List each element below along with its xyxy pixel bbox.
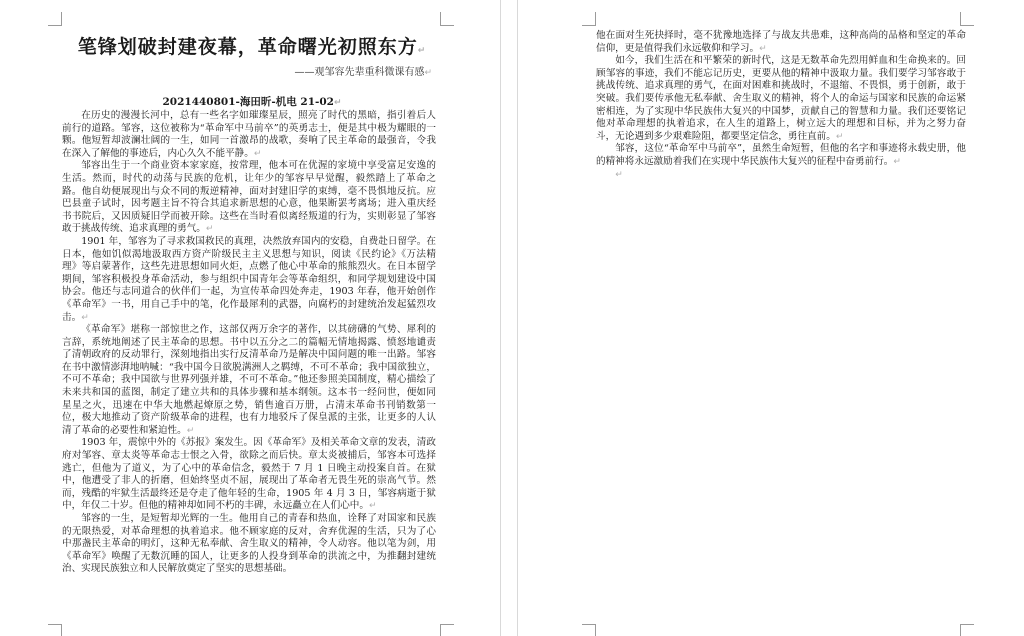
body-paragraph[interactable] <box>62 110 436 160</box>
body-text-right[interactable] <box>596 30 966 181</box>
paragraph-mark: ↵ <box>253 148 262 159</box>
document-subtitle[interactable] <box>294 63 432 78</box>
paragraph-text: 《革命军》堪称一部惊世之作，这部仅两万余字的著作，以其磅礴的气势、犀利的言辞，系统地阐述了民主革命的思想。书中以五分之二的篇幅无情地揭露、愤怒地谴责了清朝政府的反动罪行，深刻地指出实行反清革命乃是解决中国问题的唯一出路。邹容在书中激情澎湃地呐喊：“我中国今日欲脱满洲人之羁缚，不可不革命；我中国欲独立，不可不革命；我中国欲与世界列强并雄，不可不革命。”他还参照美国制度，精心描绘了未来共和国的蓝图，制定了建立共和的具体步骤和基本纲领。这本书一经问世，便如同星星之火，迅速在中华大地燃起燎原之势，销售逾百万册，占清末革命书刊销数第一位，极大地推动了资产阶级革命的进程，也有力地驳斥了保皇派的主张，让更多的人认清了革命的必要性和紧迫性。 <box>62 324 436 436</box>
paragraph-mark: ↵ <box>424 68 432 78</box>
paragraph-mark: ↵ <box>186 425 195 436</box>
document-title[interactable] <box>62 32 442 59</box>
paragraph-text: 1901 年，邹容为了寻求救国救民的真理，决然放弃国内的安稳，自费赴日留学。在日本，他如饥似渴地汲取西方资产阶级民主主义思想与知识，阅读《民约论》《万法精理》等启蒙著作，这些先进思想如同火炬，点燃了他心中革命的熊熊烈火。在日本留学期间，邹容积极投身革命活动，参与组织中国青年会等革命组织，和同学规划建设中国协会。他还与志同道合的伙伴们一起，为宣传革命四处奔走，1903 年春，他开始创作《革命军》一书，用自己手中的笔，化作最犀利的武器，向腐朽的封建统治发起猛烈攻击。 <box>62 235 436 323</box>
paragraph-text: 邹容，这位“革命军中马前卒”，虽然生命短暂，但他的名字和事迹将永载史册，他的精神将永远激励着我们在实现中华民族伟大复兴的征程中奋勇前行。 <box>596 143 966 167</box>
paragraph-mark: ↵ <box>333 98 342 108</box>
body-paragraph[interactable] <box>596 55 966 143</box>
document-subtitle-text: ——观邹容先辈重科微课有感 <box>294 67 425 78</box>
paragraph-mark: ↵ <box>369 501 377 512</box>
document-title-text: 笔锋划破封建夜幕，革命曙光初照东方 <box>77 36 418 58</box>
body-paragraph[interactable] <box>596 30 966 55</box>
body-text-left[interactable] <box>62 110 436 576</box>
body-paragraph[interactable] <box>62 160 436 236</box>
paragraph-mark: ↵ <box>893 156 901 167</box>
crop-mark-top-left <box>582 12 596 26</box>
paragraph-mark: ↵ <box>205 224 214 235</box>
paragraph-text: 邹容出生于一个商业资本家家庭，按常理，他本可在优渥的家境中享受富足安逸的生活。然而，时代的动荡与民族的危机，让年少的邹容早早觉醒，毅然踏上了革命之路。他自幼便展现出与众不同的叛逆精神，面对封建旧学的束缚，毫不畏惧地反抗。应巴县童子试时，因考题主旨不符合其追求新思想的心意，他果断罢考离场；进入重庆经书书院后，又因质疑旧学而被开除。这些在当时看似离经叛道的行为，实则彰显了邹容敢于挑战传统、追求真理的勇气。 <box>62 160 436 235</box>
paragraph-text: 邹容的一生，是短暂却光辉的一生。他用自己的青春和热血，诠释了对国家和民族的无限热爱，对革命理想的执着追求。他不顾家庭的反对，舍弃优渥的生活，只为了心中那盏民主革命的明灯，这种无私奉献、舍生取义的精神，令人动容。他以笔为剑，用《革命军》唤醒了无数沉睡的国人，让更多的人投身到革命的洪流之中，为推翻封建统治、实现民族独立和人民解放奠定了坚实的思想基础。 <box>62 513 436 575</box>
paragraph-text: 在历史的漫漫长河中，总有一些名字如璀璨星辰，照亮了时代的黑暗，指引着后人前行的道路。邹容，这位被称为“革命军中马前卒”的英勇志士，便是其中极为耀眼的一颗。他短暂却波澜壮阔的一生，如同一首激昂的战歌，奏响了民主革命的最强音，令我在深入了解他的事迹后，内心久久不能平静。 <box>62 110 436 159</box>
crop-mark-top-right <box>960 12 974 26</box>
body-paragraph[interactable] <box>62 513 436 576</box>
body-paragraph[interactable] <box>596 143 966 168</box>
document-page-right <box>518 0 1024 636</box>
crop-mark-top-right <box>440 12 454 26</box>
crop-mark-bottom-right <box>960 624 974 636</box>
paragraph-text: 1903 年，震惊中外的《苏报》案发生。因《革命军》及相关革命文章的发表，清政府对邹容、章太炎等革命志士恨之入骨，欲除之而后快。章太炎被捕后，邹容本可选择逃亡，但他为了道义，为了心中的革命信念，毅然于 7 月 1 日晚主动投案自首。在狱中，他遭受了非人的折磨，但始终坚贞不屈，展现出了革命者无畏生死的崇高气节。然而，残酷的牢狱生活最终还是夺走了他年轻的生命，1905 年 4 月 3 日，邹容病逝于狱中，年仅二十岁。但他的精神却如同不朽的丰碑，永远矗立在人们心中。 <box>62 437 436 512</box>
paragraph-mark: ↵ <box>81 312 89 323</box>
author-line[interactable] <box>62 94 442 109</box>
crop-mark-bottom-left <box>48 624 62 636</box>
page-gutter <box>500 0 518 636</box>
body-paragraph-empty[interactable] <box>596 169 966 182</box>
body-paragraph[interactable] <box>62 437 436 513</box>
paragraph-text: 他在面对生死抉择时，毫不犹豫地选择了与战友共患难，这种高尚的品格和坚定的革命信仰，更是值得我们永远敬仰和学习。 <box>596 30 966 54</box>
body-paragraph[interactable] <box>62 236 436 324</box>
paragraph-mark: ↵ <box>835 131 844 142</box>
paragraph-mark: ↵ <box>759 43 767 54</box>
paragraph-mark: ↵ <box>417 46 427 56</box>
body-paragraph[interactable] <box>62 324 436 437</box>
crop-mark-top-left <box>48 12 62 26</box>
paragraph-mark: ↵ <box>615 169 623 180</box>
paragraph-text: 如今，我们生活在和平繁荣的新时代，这是无数革命先烈用鲜血和生命换来的。回顾邹容的事迹，我们不能忘记历史，更要从他的精神中汲取力量。我们要学习邹容敢于挑战传统、追求真理的勇气，在面对困难和挑战时，不退缩、不畏惧，勇于创新，敢于突破。我们要传承他无私奉献、舍生取义的精神，将个人的命运与国家和民族的命运紧密相连，为了实现中华民族伟大复兴的中国梦，贡献自己的智慧和力量。我们还要铭记他对革命理想的执着追求，在人生的道路上，树立远大的理想和目标，并为之努力奋斗，无论遇到多少艰难险阻，都要坚定信念，勇往直前。 <box>596 55 966 142</box>
crop-mark-bottom-right <box>440 624 454 636</box>
crop-mark-bottom-left <box>582 624 596 636</box>
document-page-left <box>0 0 500 636</box>
author-text: 2021440801-海田昕-机电 21-02 <box>162 96 334 108</box>
